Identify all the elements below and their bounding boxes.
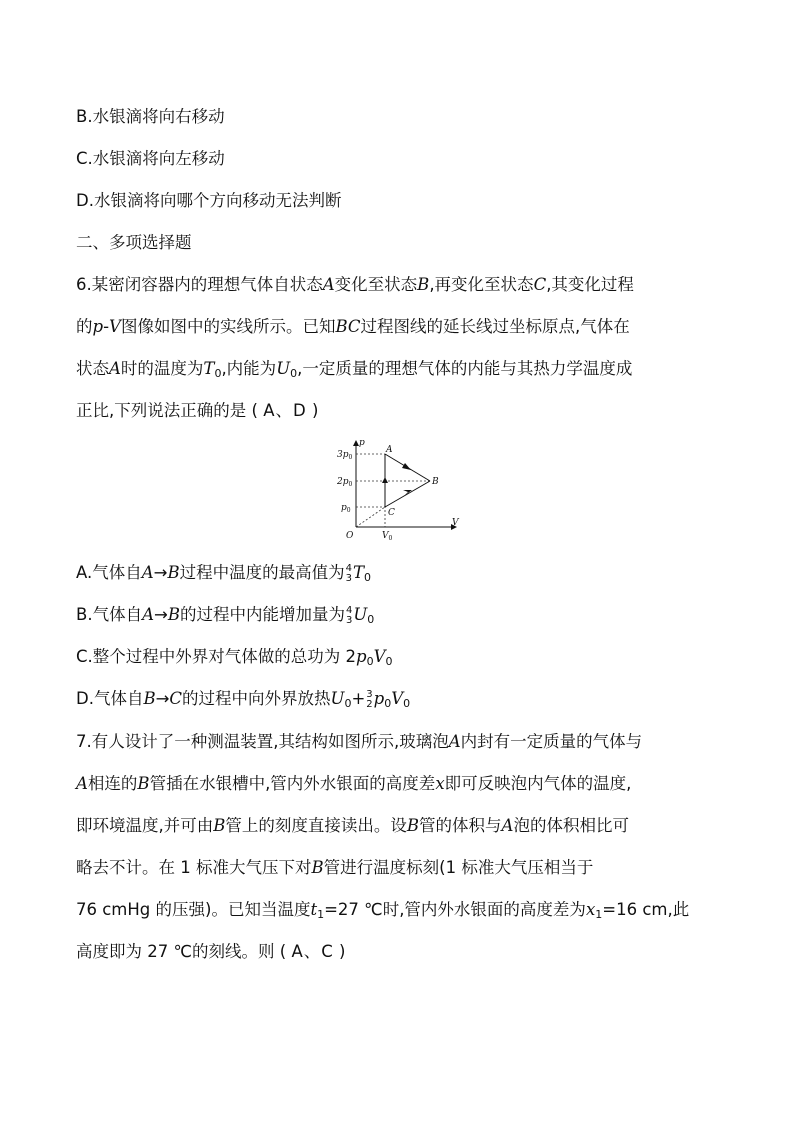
q6-stem-line4: 正比,下列说法正确的是 ( A、D ) <box>76 401 319 420</box>
tick-3p0: $3p_0$ <box>337 450 353 461</box>
q7-stem-line1: 7.有人设计了一种测温装置,其结构如图所示,玻璃泡A内封有一定质量的气体与 <box>76 732 643 751</box>
origin-label: O <box>346 531 354 541</box>
q7-stem-line2: A相连的B管插在水银槽中,管内外水银面的高度差x即可反映泡内气体的温度, <box>76 774 632 793</box>
option-a-q6: A.气体自A→B过程中温度的最高值为 4 3 $T_0$ <box>76 562 372 584</box>
option-b-q6: B.气体自A→B的过程中内能增加量为 4 3 $U_0$ <box>76 604 375 626</box>
point-a-label: A <box>386 445 393 455</box>
process-bc <box>385 481 430 507</box>
q7-stem-line4: 略去不计。在 1 标准大气压下对B管进行温度标刻(1 标准大气压相当于 <box>76 858 594 877</box>
option-d-q6: D.气体自B→C的过程中向外界放热$U_0+$ 3 2 $p_0V_0$ <box>76 688 411 710</box>
point-c-label: C <box>388 508 395 518</box>
pv-diagram <box>334 437 464 545</box>
v-axis-label: V <box>452 518 459 528</box>
tick-v0: $V_0$ <box>382 531 393 542</box>
section-title: 二、多项选择题 <box>76 233 192 252</box>
q7-stem-line5: 76 cmHg 的压强)。已知当温度$t_1=27$ ℃时,管内外水银面的高度差为$x_1=16$ cm,此 <box>76 900 690 921</box>
option-c-q5: C.水银滴将向左移动 <box>76 149 225 168</box>
p-axis-label: p <box>359 438 365 448</box>
q6-answer: A、D <box>263 401 307 420</box>
option-b-q5: B.水银滴将向右移动 <box>76 107 225 126</box>
q7-stem-line6: 高度即为 27 ℃的刻线。则 ( A、C ) <box>76 942 346 961</box>
q7-answer: A、C <box>291 942 334 961</box>
point-b-label: B <box>432 477 439 487</box>
q6-stem-line3: 状态A时的温度为$T_0$,内能为$U_0$,一定质量的理想气体的内能与其热力学温度成 <box>76 359 633 380</box>
q7-stem-line3: 即环境温度,并可由B管上的刻度直接读出。设B管的体积与A泡的体积相比可 <box>76 816 629 835</box>
option-c-q6: C.整个过程中外界对气体做的总功为 $2p_0V_0$ <box>76 647 393 668</box>
tick-p0: $p_0$ <box>341 503 351 514</box>
q6-stem-line1: 6.某密闭容器内的理想气体自状态A变化至状态B,再变化至状态C,其变化过程 <box>76 275 634 294</box>
option-d-q5: D.水银滴将向哪个方向移动无法判断 <box>76 191 342 210</box>
tick-2p0: $2p_0$ <box>337 477 353 488</box>
q6-stem-line2: 的p-V图像如图中的实线所示。已知BC过程图线的延长线过坐标原点,气体在 <box>76 317 630 336</box>
